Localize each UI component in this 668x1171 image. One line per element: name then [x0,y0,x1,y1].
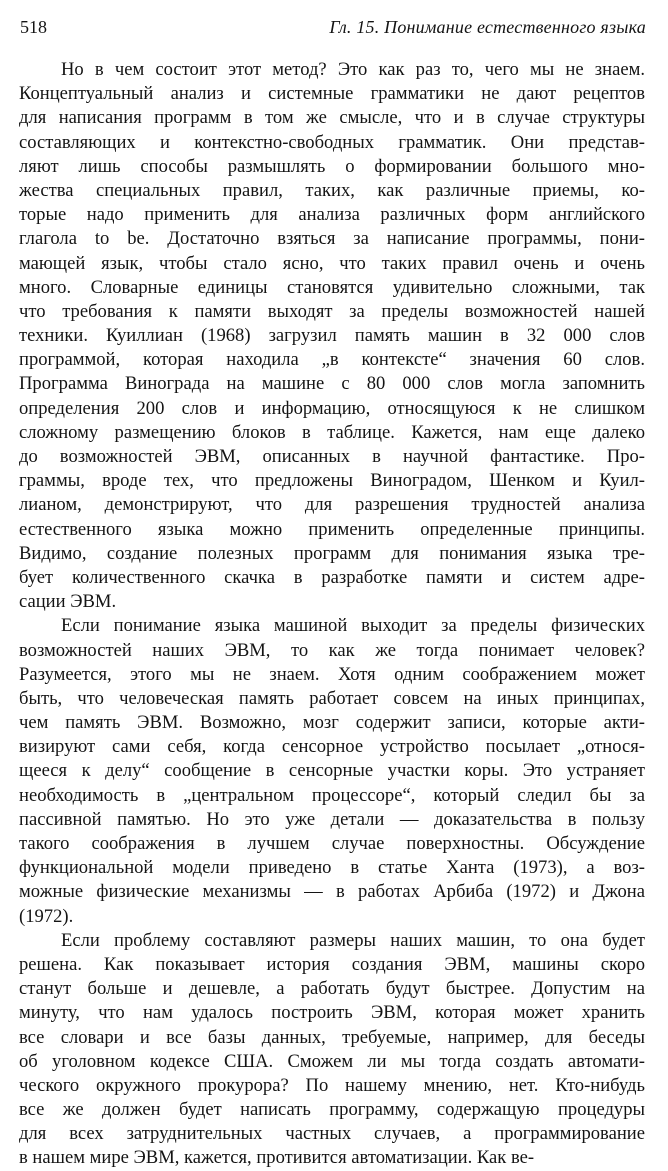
text-line: лианом, демонстрируют, что для разрешения трудностей анализа [19,494,645,516]
text-line: для написания программ в том же смысле, что и в случае структуры [19,107,645,129]
text-line: Концептуальный анализ и системные грамматики не дают рецептов [19,83,645,105]
text-line: щееся к делу“ сообщение в сенсорные участки коры. Это устраняет [19,760,645,782]
text-line: возможностей наших ЭВМ, то как же тогда понимает человек? [19,639,645,661]
text-line: жества специальных правил, таких, как различные приемы, ко- [19,179,645,201]
page-number: 518 [20,17,47,37]
text-line: чем память ЭВМ. Возможно, мозг содержит записи, которые акти- [19,712,645,734]
text-line: граммы, вроде тех, что предложены Виноградом, Шенком и Куил- [19,470,645,492]
text-line: сложному размещению блоков в таблице. Кажется, нам еще далеко [19,421,645,443]
text-line: глагола to be. Достаточно взяться за написание программы, пони- [19,228,645,250]
text-line: программой, которая находила „в контексте“ значения 60 слов. [19,349,645,371]
text-line: для всех затруднительных частных случаев, а программирование [19,1123,645,1145]
text-line: Программа Винограда на машине с 80 000 слов могла запомнить [19,373,645,395]
text-line: естественного языка можно применить определенные принципы. [19,518,645,540]
text-line: бует количественного скачка в разработке памяти и систем адре- [19,566,645,588]
text-line: Если понимание языка машиной выходит за пределы физических [61,615,645,637]
text-line: Если проблему составляют размеры наших машин, то она будет [61,929,645,951]
paragraph [19,929,645,1171]
text-line: визируют сами себя, когда сенсорное устройство посылает „относя- [19,736,645,758]
text-line: ческого окружного прокурора? По нашему мнению, нет. Кто-нибудь [19,1074,645,1096]
text-line: сации ЭВМ. [19,591,117,613]
text-line: можные физические механизмы — в работах Арбиба (1972) и Джона [19,881,645,903]
paragraph [19,58,645,614]
body-text [19,58,645,1171]
text-line: составляющих и контекстно-свободных грамматик. Они представ- [19,131,645,153]
text-line: минуту, что нам удалось построить ЭВМ, которая может хранить [19,1002,645,1024]
text-line: торые надо применить для анализа различных форм английского [19,204,645,226]
text-line: все словари и все базы данных, требуемые, например, для беседы [19,1026,645,1048]
page-header [20,15,646,39]
text-line: функциональной модели приведено в статье Ханта (1973), а воз- [19,857,645,879]
text-line: решена. Как показывает история создания ЭВМ, машины скоро [19,953,645,975]
text-line: Разумеется, этого мы не знаем. Хотя одним соображением может [19,663,645,685]
text-line: об уголовном кодексе США. Сможем ли мы тогда создать автомати- [19,1050,645,1072]
text-line: определения 200 слов и информацию, относящуюся к не слишком [19,397,645,419]
text-line: мающей язык, чтобы стало ясно, что таких правил очень и очень [19,252,645,274]
text-line: все же должен будет написать программу, содержащую процедуры [19,1099,645,1121]
text-line: станут больше и дешевле, а работать будут быстрее. Допустим на [19,978,645,1000]
text-line: много. Словарные единицы становятся удивительно сложными, так [19,276,645,298]
text-line: в нашем мире ЭВМ, кажется, противится автоматизации. Как ве- [19,1147,535,1169]
text-line: такого соображения в лучшем случае поверхностны. Обсуждение [19,833,645,854]
text-line: Видимо, создание полезных программ для понимания языка тре- [19,542,645,564]
text-line: Но в чем состоит этот метод? Это как раз то, чего мы не знаем. [61,59,645,80]
running-title: Гл. 15. Понимание естественного языка [329,17,646,37]
text-line: пассивной памятью. Но это уже детали — доказательства в пользу [19,808,645,830]
paragraph [19,614,645,928]
text-line: что требования к памяти выходят за пределы возможностей нашей [19,300,645,322]
text-line: техники. Куиллиан (1968) загрузил память машин в 32 000 слов [19,325,645,347]
text-line: необходимость в „центральном процессоре“, который следил бы за [19,784,645,806]
text-line: быть, что человеческая память работает совсем на иных принципах, [19,687,645,709]
text-line: ляют лишь способы размышлять о формировании большого мно- [19,155,645,177]
text-line: до возможностей ЭВМ, описанных в научной фантастике. Про- [19,446,645,467]
text-line: (1972). [19,905,74,927]
